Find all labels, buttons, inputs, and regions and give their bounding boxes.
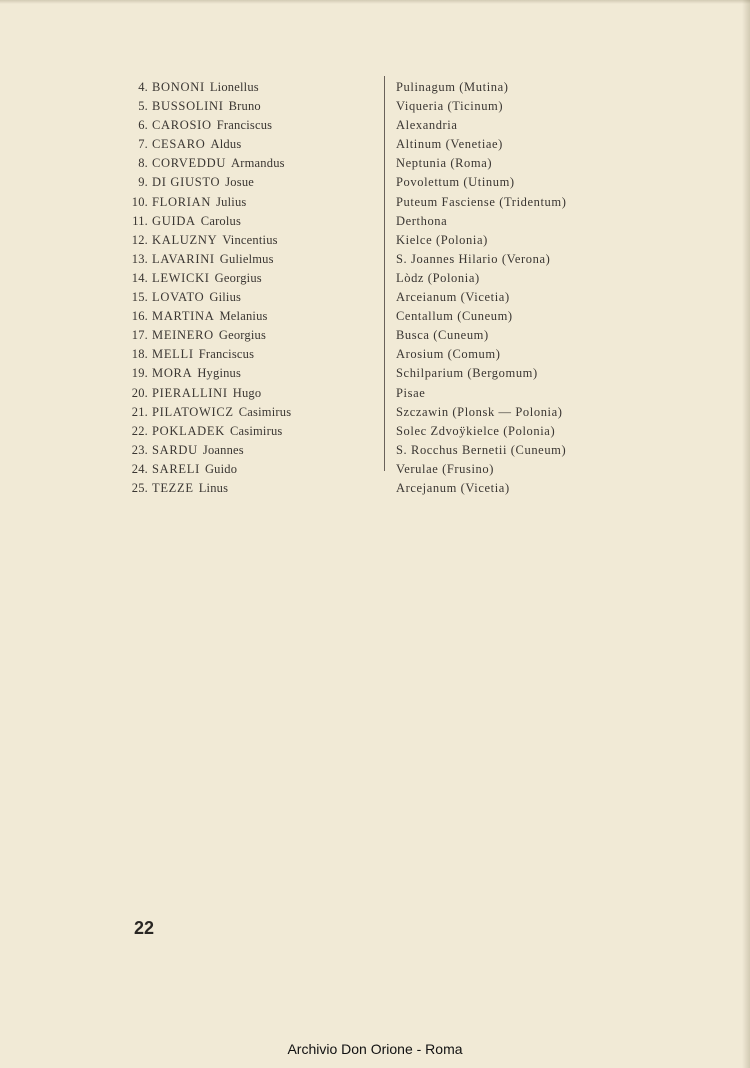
surname: TEZZE <box>152 480 194 495</box>
name-row <box>118 269 291 288</box>
surname: LAVARINI <box>152 251 215 266</box>
given-name: Lionellus <box>209 80 259 94</box>
surname: BUSSOLINI <box>152 99 224 114</box>
name-row <box>118 116 291 135</box>
place-row: Povolettum (Utinum) <box>396 175 515 190</box>
given-name: Josue <box>225 175 255 190</box>
surname: POKLADEK <box>152 423 225 438</box>
entry-number: 17. <box>131 328 148 343</box>
entry-number: 13. <box>131 251 148 266</box>
place-row: Lòdz (Polonia) <box>396 270 480 285</box>
entry-number: 16. <box>131 309 148 324</box>
name-row <box>118 154 291 173</box>
surname: LOVATO <box>152 290 205 305</box>
given-name: Gilius <box>209 290 242 305</box>
column-divider <box>384 76 385 471</box>
surname: KALUZNY <box>152 232 218 247</box>
entry-number: 4. <box>138 80 148 94</box>
place-row: Busca (Cuneum) <box>396 328 489 343</box>
surname: SARELI <box>152 461 200 476</box>
name-row <box>118 231 291 250</box>
given-name: Hugo <box>232 385 262 400</box>
names-list <box>118 78 291 498</box>
place-row: Derthona <box>396 213 448 228</box>
entry-number: 7. <box>138 137 148 152</box>
name-row <box>118 307 291 326</box>
surname: BONONI <box>152 80 205 94</box>
entry-number: 11. <box>132 213 148 228</box>
surname: PILATOWICZ <box>152 404 234 419</box>
given-name: Franciscus <box>198 347 255 362</box>
place-row: Verulae (Frusino) <box>396 461 495 476</box>
places-list <box>396 78 567 498</box>
given-name: Georgius <box>214 270 262 285</box>
name-row <box>118 422 291 441</box>
given-name: Casimirus <box>229 423 283 438</box>
given-name: Georgius <box>218 328 267 343</box>
entry-number: 15. <box>131 290 148 305</box>
name-row <box>118 288 291 307</box>
entry-number: 21. <box>131 404 148 419</box>
surname: FLORIAN <box>152 194 212 209</box>
place-row: Pisae <box>396 385 426 400</box>
given-name: Casimirus <box>238 404 292 419</box>
entry-number: 25. <box>131 480 148 495</box>
surname: MEINERO <box>152 328 214 343</box>
entry-number: 18. <box>131 347 148 362</box>
entry-number: 9. <box>138 175 148 190</box>
given-name: Franciscus <box>216 118 273 133</box>
surname: MARTINA <box>152 309 215 324</box>
surname: CAROSIO <box>152 118 212 133</box>
place-row: S. Rocchus Bernetii (Cuneum) <box>396 442 567 457</box>
entry-number: 14. <box>131 270 148 285</box>
name-row <box>118 97 291 116</box>
entry-number: 6. <box>138 118 148 133</box>
name-row <box>118 460 291 479</box>
place-row: Schilparium (Bergomum) <box>396 366 538 381</box>
place-row: Arosium (Comum) <box>396 347 501 362</box>
page-edge-top <box>0 0 750 4</box>
name-row <box>118 403 291 422</box>
name-row <box>118 193 291 212</box>
place-row: Puteum Fasciense (Tridentum) <box>396 194 567 209</box>
place-row: Kielce (Polonia) <box>396 232 488 247</box>
given-name: Armandus <box>231 156 285 171</box>
name-row <box>118 135 291 154</box>
given-name: Bruno <box>228 99 261 114</box>
name-row <box>118 479 291 498</box>
name-row <box>118 173 291 192</box>
entry-number: 8. <box>138 156 148 171</box>
place-row: Centallum (Cuneum) <box>396 309 513 324</box>
given-name: Aldus <box>210 137 242 152</box>
given-name: Melanius <box>219 309 268 324</box>
place-row: Altinum (Venetiae) <box>396 137 503 152</box>
place-row: S. Joannes Hilario (Verona) <box>396 251 551 266</box>
place-row: Solec Zdvoÿkielce (Polonia) <box>396 423 556 438</box>
given-name: Joannes <box>202 442 244 457</box>
given-name: Gulielmus <box>219 251 274 266</box>
given-name: Linus <box>198 480 229 495</box>
entry-number: 19. <box>131 366 148 381</box>
surname: MELLI <box>152 347 194 362</box>
archive-footer: Archivio Don Orione - Roma <box>287 1041 463 1057</box>
entry-number: 10. <box>131 194 148 209</box>
surname: PIERALLINI <box>152 385 228 400</box>
place-row: Arcejanum (Vicetia) <box>396 480 510 495</box>
given-name: Carolus <box>200 213 242 228</box>
entry-number: 22. <box>131 423 148 438</box>
surname: CESARO <box>152 137 206 152</box>
surname: SARDU <box>152 442 198 457</box>
name-row <box>118 364 291 383</box>
entry-number: 5. <box>138 99 148 114</box>
place-row: Neptunia (Roma) <box>396 156 493 171</box>
given-name: Guido <box>204 461 238 476</box>
surname: DI GIUSTO <box>152 175 221 190</box>
entry-number: 23. <box>131 442 148 457</box>
name-row <box>118 384 291 403</box>
surname: GUIDA <box>152 213 196 228</box>
page-edge-right <box>742 0 750 1068</box>
place-row: Szczawin (Plonsk — Polonia) <box>396 404 563 419</box>
page-number: 22 <box>134 918 155 938</box>
name-row <box>118 212 291 231</box>
place-row: Pulinagum (Mutina) <box>396 80 509 94</box>
given-name: Julius <box>216 194 247 209</box>
entry-number: 20. <box>131 385 148 400</box>
surname: CORVEDDU <box>152 156 227 171</box>
name-row <box>118 441 291 460</box>
name-row <box>118 250 291 269</box>
surname: LEWICKI <box>152 270 210 285</box>
place-row: Viqueria (Ticinum) <box>396 99 504 114</box>
surname: MORA <box>152 366 193 381</box>
name-row <box>118 78 291 97</box>
name-row <box>118 326 291 345</box>
entry-number: 24. <box>131 461 148 476</box>
entry-number: 12. <box>131 232 148 247</box>
place-row: Alexandria <box>396 118 458 133</box>
place-row: Arceianum (Vicetia) <box>396 290 510 305</box>
given-name: Hyginus <box>197 366 242 381</box>
given-name: Vincentius <box>222 232 278 247</box>
name-row <box>118 345 291 364</box>
